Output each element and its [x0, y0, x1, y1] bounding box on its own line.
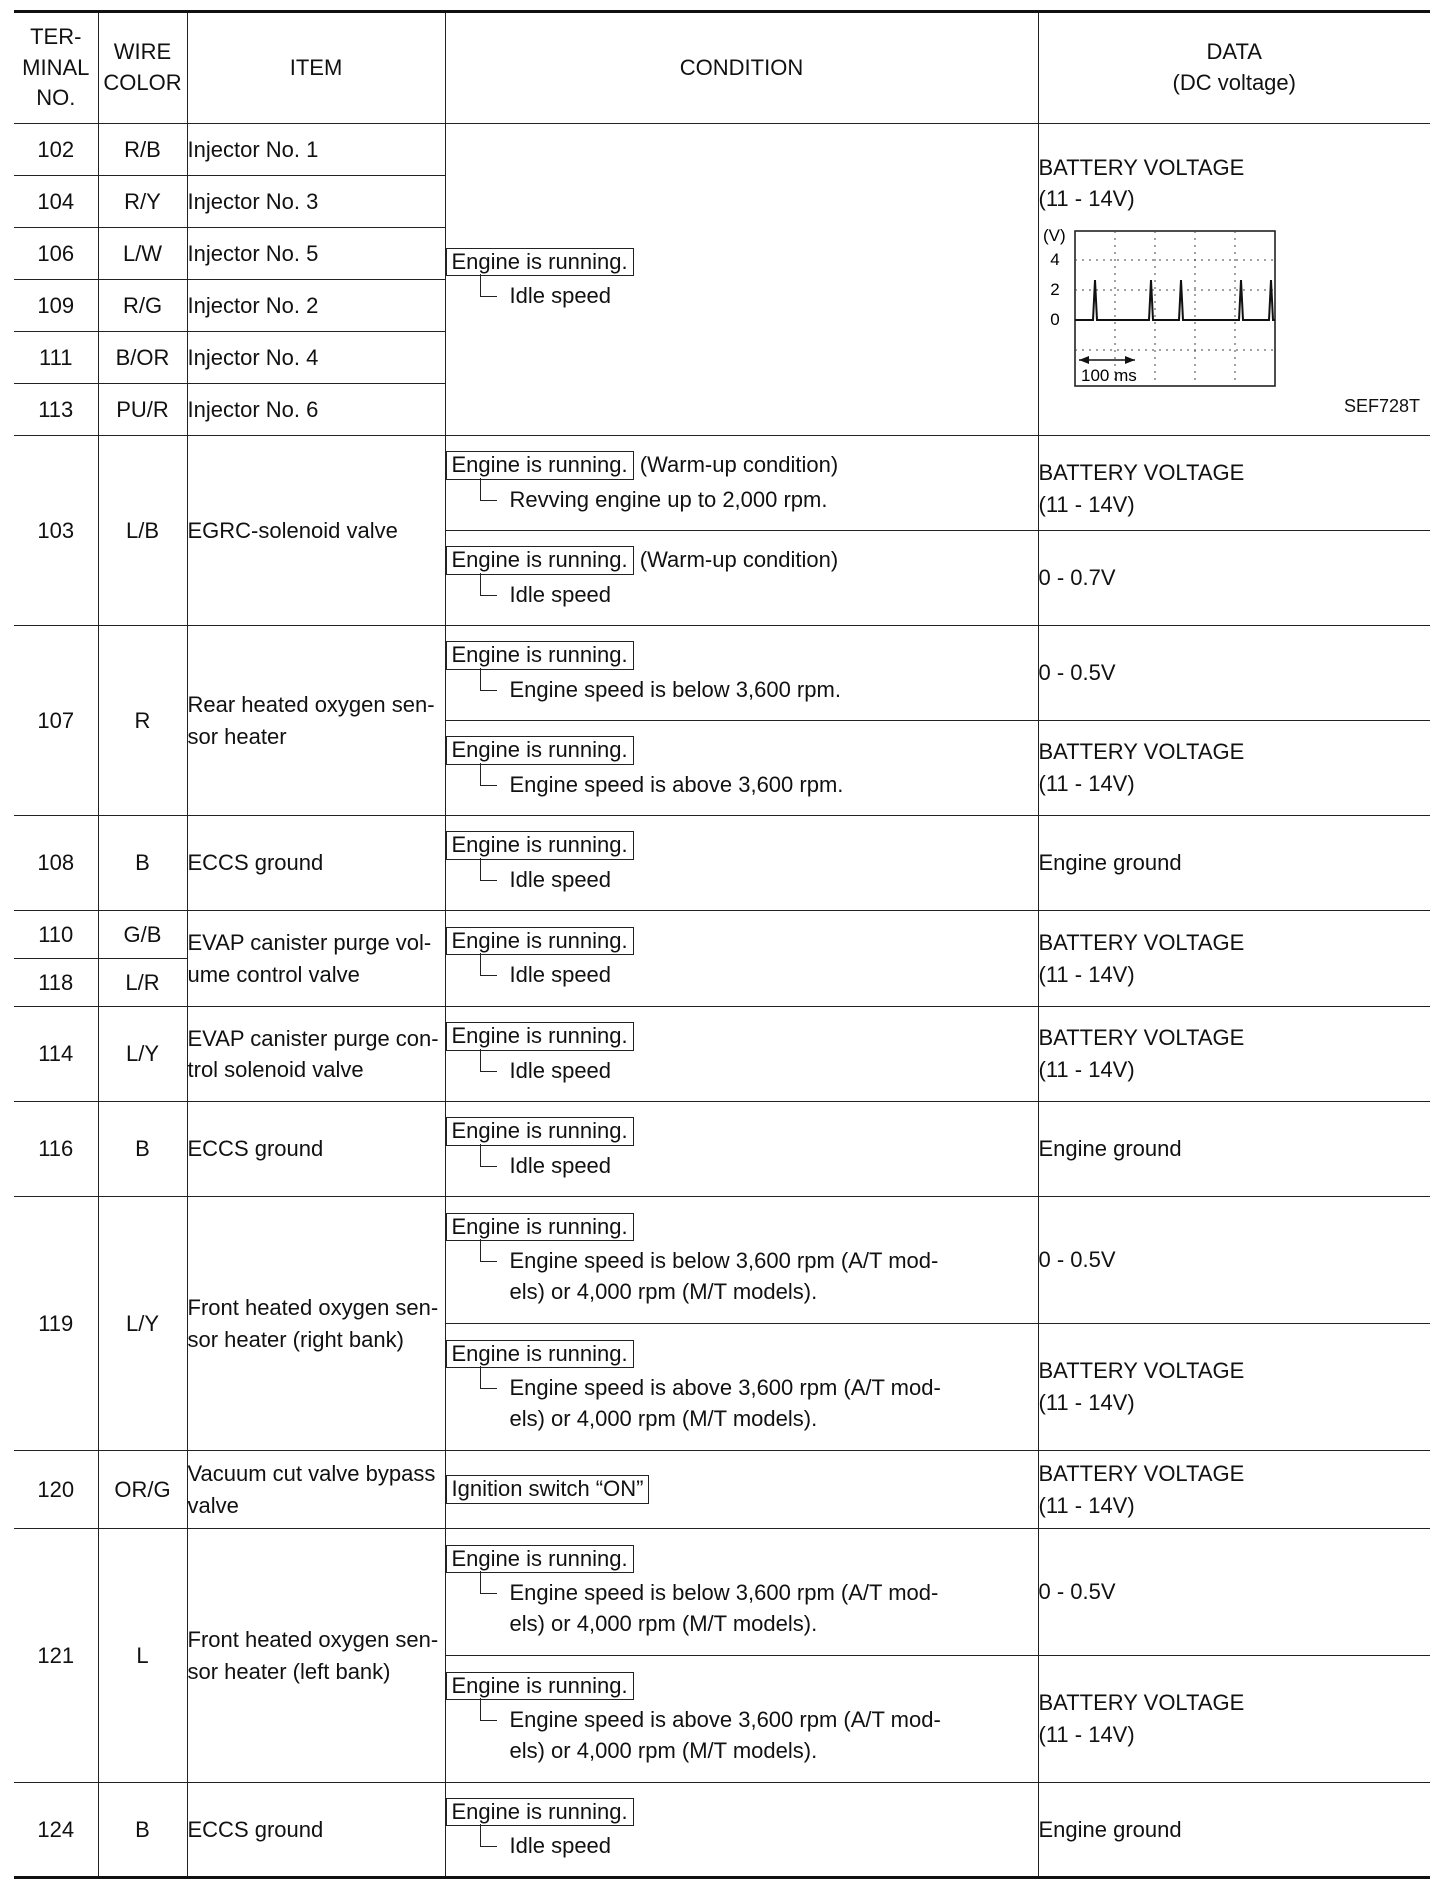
time-arrow-right	[1125, 356, 1135, 364]
wire-color: R/G	[98, 280, 187, 332]
data-cell	[1038, 1656, 1430, 1783]
terminal-no: 103	[14, 436, 98, 626]
table-row	[14, 124, 1430, 176]
scope-frame	[1075, 231, 1275, 386]
data-value: (11 - 14V)	[1038, 1057, 1135, 1082]
wire-color: B	[98, 816, 187, 911]
header-terminal: TER- MINAL NO.	[14, 12, 98, 124]
data-value: (11 - 14V)	[1038, 492, 1135, 517]
data-cell	[1038, 124, 1430, 436]
condition-cell	[445, 1007, 1038, 1102]
condition-sub: Idle speed	[480, 1055, 1038, 1086]
condition-box: Ignition switch “ON”	[446, 1475, 650, 1503]
condition-cell	[445, 626, 1038, 721]
terminal-no: 119	[14, 1197, 98, 1451]
terminal-no: 118	[14, 959, 98, 1007]
y-unit-label: (V)	[1042, 226, 1066, 246]
condition-sub: Idle speed	[480, 959, 1038, 990]
wire-color: L/B	[98, 436, 187, 626]
header-data: DATA (DC voltage)	[1038, 12, 1430, 124]
condition-box: Engine is running.	[446, 831, 634, 859]
data-value: BATTERY VOLTAGE	[1038, 1460, 1245, 1486]
table-row	[14, 1783, 1430, 1878]
condition-box: Engine is running.	[446, 1672, 634, 1700]
terminal-no: 110	[14, 911, 98, 959]
terminal-no: 124	[14, 1783, 98, 1878]
wire-color: B/OR	[98, 332, 187, 384]
terminal-table	[14, 10, 1430, 1879]
item-name: Rear heated oxygen sen- sor heater	[187, 626, 445, 816]
wire-color: G/B	[98, 911, 187, 959]
data-value: BATTERY VOLTAGE	[1038, 1690, 1245, 1716]
data-value: (11 - 14V)	[1038, 186, 1135, 212]
condition-cell	[445, 1451, 1038, 1529]
header-row	[14, 12, 1430, 124]
data-cell: Engine ground	[1038, 1783, 1430, 1878]
item-name: EGRC-solenoid valve	[187, 436, 445, 626]
condition-sub: Revving engine up to 2,000 rpm.	[480, 484, 1038, 515]
condition-sub: Engine speed is above 3,600 rpm (A/T mod- els) or 4,000 rpm (M/T models).	[480, 1372, 1038, 1434]
data-cell: Engine ground	[1038, 816, 1430, 911]
terminal-no: 107	[14, 626, 98, 816]
data-cell	[1038, 911, 1430, 1007]
condition-box: Engine is running.	[446, 451, 634, 479]
terminal-no: 106	[14, 228, 98, 280]
item-name: Injector No. 2	[187, 280, 445, 332]
condition-box: Engine is running.	[446, 1340, 634, 1368]
condition-sub: Idle speed	[480, 1150, 1038, 1181]
item-name: Injector No. 3	[187, 176, 445, 228]
wire-color: B	[98, 1783, 187, 1878]
header-item: ITEM	[187, 12, 445, 124]
scope-grid	[1075, 231, 1275, 386]
data-value: 0 - 0.7V	[1038, 565, 1116, 591]
item-name: Injector No. 1	[187, 124, 445, 176]
wire-color: L	[98, 1529, 187, 1783]
table-row	[14, 1451, 1430, 1529]
table-row	[14, 816, 1430, 911]
condition-cell	[445, 1656, 1038, 1783]
table-row	[14, 1102, 1430, 1197]
condition-box: Engine is running.	[446, 927, 634, 955]
oscilloscope-waveform	[1039, 225, 1279, 395]
terminal-no: 104	[14, 176, 98, 228]
condition-sub: Idle speed	[480, 579, 1038, 610]
wire-color: L/W	[98, 228, 187, 280]
condition-box: Engine is running.	[446, 248, 634, 276]
item-name: Front heated oxygen sen- sor heater (right bank)	[187, 1197, 445, 1451]
item-name: Front heated oxygen sen- sor heater (left bank)	[187, 1529, 445, 1783]
condition-sub: Idle speed	[480, 280, 1038, 311]
data-value: BATTERY VOLTAGE	[1038, 154, 1245, 180]
condition-sub: Idle speed	[480, 1830, 1038, 1861]
condition-cell	[445, 124, 1038, 436]
data-cell	[1038, 721, 1430, 816]
table-row	[14, 1529, 1430, 1656]
condition-box: Engine is running.	[446, 1545, 634, 1573]
y-tick-label: 2	[1049, 280, 1060, 300]
condition-box: Engine is running.	[446, 736, 634, 764]
condition-sub: Engine speed is below 3,600 rpm (A/T mod- els) or 4,000 rpm (M/T models).	[480, 1245, 1038, 1307]
condition-cell	[445, 1529, 1038, 1656]
condition-cell	[445, 1783, 1038, 1878]
condition-box: Engine is running.	[446, 546, 634, 574]
item-name: Injector No. 6	[187, 384, 445, 436]
condition-box: Engine is running.	[446, 1117, 634, 1145]
data-value: 0 - 0.5V	[1038, 660, 1116, 686]
condition-cell	[445, 911, 1038, 1007]
table-row	[14, 911, 1430, 959]
data-value: (11 - 14V)	[1038, 1492, 1135, 1518]
terminal-no: 114	[14, 1007, 98, 1102]
item-name: Injector No. 5	[187, 228, 445, 280]
condition-note: (Warm-up condition)	[639, 452, 839, 478]
table-row	[14, 436, 1430, 531]
wire-color: L/R	[98, 959, 187, 1007]
data-value: BATTERY VOLTAGE	[1038, 739, 1245, 765]
data-cell	[1038, 1197, 1430, 1324]
oscilloscope-figure	[1039, 215, 1431, 419]
data-value: BATTERY VOLTAGE	[1038, 460, 1245, 486]
item-name: EVAP canister purge vol- ume control valve	[187, 911, 445, 1007]
time-arrow-left	[1079, 356, 1089, 364]
data-cell	[1038, 531, 1430, 626]
data-value: BATTERY VOLTAGE	[1038, 929, 1245, 955]
data-value: (11 - 14V)	[1038, 961, 1135, 987]
header-wire-color: WIRE COLOR	[98, 12, 187, 124]
time-scale-label: 100 ms	[1080, 366, 1137, 386]
wire-color: R/B	[98, 124, 187, 176]
wire-color: L/Y	[98, 1197, 187, 1451]
condition-sub: Idle speed	[480, 864, 1038, 895]
data-value: BATTERY VOLTAGE	[1038, 1358, 1245, 1384]
wire-color: PU/R	[98, 384, 187, 436]
terminal-no: 109	[14, 280, 98, 332]
terminal-no: 120	[14, 1451, 98, 1529]
data-value: (11 - 14V)	[1038, 1722, 1135, 1747]
data-value: 0 - 0.5V	[1038, 1579, 1116, 1605]
terminal-no: 102	[14, 124, 98, 176]
data-value: BATTERY VOLTAGE	[1038, 1025, 1245, 1051]
terminal-no: 113	[14, 384, 98, 436]
table-row	[14, 1007, 1430, 1102]
header-condition: CONDITION	[445, 12, 1038, 124]
data-cell: Engine ground	[1038, 1102, 1430, 1197]
condition-box: Engine is running.	[446, 1022, 634, 1050]
figure-reference: SEF728T	[1343, 396, 1420, 417]
condition-cell	[445, 721, 1038, 816]
condition-cell	[445, 1197, 1038, 1324]
item-name: Injector No. 4	[187, 332, 445, 384]
terminal-no: 121	[14, 1529, 98, 1783]
item-name: EVAP canister purge con- trol solenoid valve	[187, 1007, 445, 1102]
terminal-no: 116	[14, 1102, 98, 1197]
item-name: ECCS ground	[187, 1102, 445, 1197]
condition-sub: Engine speed is below 3,600 rpm (A/T mod- els) or 4,000 rpm (M/T models).	[480, 1577, 1038, 1639]
terminal-no: 111	[14, 332, 98, 384]
condition-note: (Warm-up condition)	[639, 547, 839, 573]
condition-cell	[445, 436, 1038, 531]
condition-cell	[445, 816, 1038, 911]
data-cell	[1038, 1324, 1430, 1451]
waveform-trace	[1075, 280, 1275, 320]
item-name: Vacuum cut valve bypass valve	[187, 1451, 445, 1529]
data-cell	[1038, 1007, 1430, 1102]
wire-color: R/Y	[98, 176, 187, 228]
data-cell	[1038, 1451, 1430, 1529]
item-name: ECCS ground	[187, 816, 445, 911]
wire-color: B	[98, 1102, 187, 1197]
data-cell	[1038, 626, 1430, 721]
condition-box: Engine is running.	[446, 1798, 634, 1826]
table-row	[14, 626, 1430, 721]
condition-cell	[445, 1102, 1038, 1197]
data-cell	[1038, 436, 1430, 531]
item-name: ECCS ground	[187, 1783, 445, 1878]
condition-cell	[445, 1324, 1038, 1451]
condition-sub: Engine speed is above 3,600 rpm (A/T mod- els) or 4,000 rpm (M/T models).	[480, 1704, 1038, 1766]
condition-cell	[445, 531, 1038, 626]
data-value: 0 - 0.5V	[1038, 1247, 1116, 1273]
y-tick-label: 4	[1049, 250, 1060, 270]
data-cell	[1038, 1529, 1430, 1656]
terminal-no: 108	[14, 816, 98, 911]
condition-sub: Engine speed is above 3,600 rpm.	[480, 769, 1038, 800]
y-tick-label: 0	[1049, 310, 1060, 330]
condition-box: Engine is running.	[446, 641, 634, 669]
condition-sub: Engine speed is below 3,600 rpm.	[480, 674, 1038, 705]
wire-color: R	[98, 626, 187, 816]
data-value: (11 - 14V)	[1038, 771, 1135, 796]
wire-color: L/Y	[98, 1007, 187, 1102]
wire-color: OR/G	[98, 1451, 187, 1529]
data-value: (11 - 14V)	[1038, 1390, 1135, 1415]
condition-box: Engine is running.	[446, 1213, 634, 1241]
table-row	[14, 1197, 1430, 1324]
